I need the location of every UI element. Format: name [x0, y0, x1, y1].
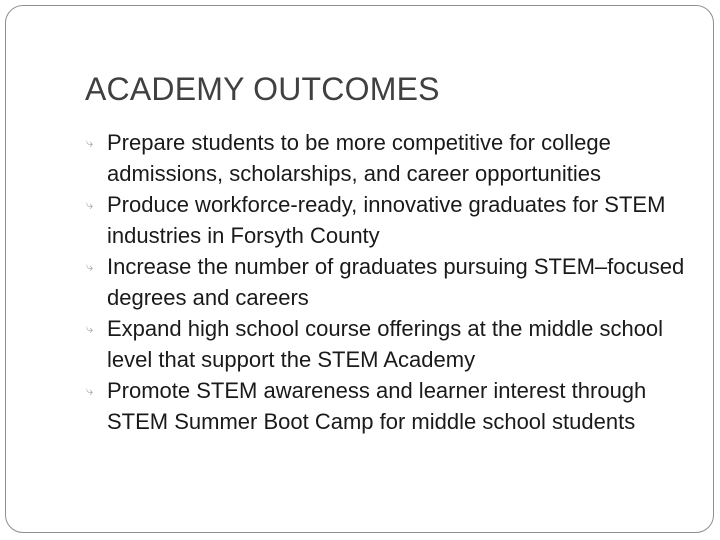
bullet-text: Produce workforce-ready, innovative graduates for STEM industries in Forsyth County [107, 192, 666, 248]
slide-frame [5, 5, 714, 533]
bullet-item-expand [86, 313, 686, 375]
bullet-text: Promote STEM awareness and learner interest through STEM Summer Boot Camp for middle school students [107, 378, 647, 434]
curved-arrow-bullet-icon: ⤷ [86, 321, 94, 336]
curved-arrow-bullet-icon: ⤷ [86, 135, 94, 150]
bullet-item-prepare [86, 127, 686, 189]
bullet-item-produce [86, 189, 686, 251]
bullet-item-increase [86, 251, 686, 313]
bullet-text: Expand high school course offerings at the middle school level that support the STEM Academy [107, 316, 664, 372]
curved-arrow-bullet-icon: ⤷ [86, 383, 94, 398]
bullet-text: Prepare students to be more competitive for college admissions, scholarships, and career opportunities [107, 130, 611, 186]
curved-arrow-bullet-icon: ⤷ [86, 197, 94, 212]
bullet-item-promote [86, 375, 686, 437]
slide-title: ACADEMY OUTCOMES [85, 71, 440, 107]
curved-arrow-bullet-icon: ⤷ [86, 259, 94, 274]
bullet-list [86, 127, 686, 437]
bullet-text: Increase the number of graduates pursuing STEM–focused degrees and careers [107, 254, 685, 310]
